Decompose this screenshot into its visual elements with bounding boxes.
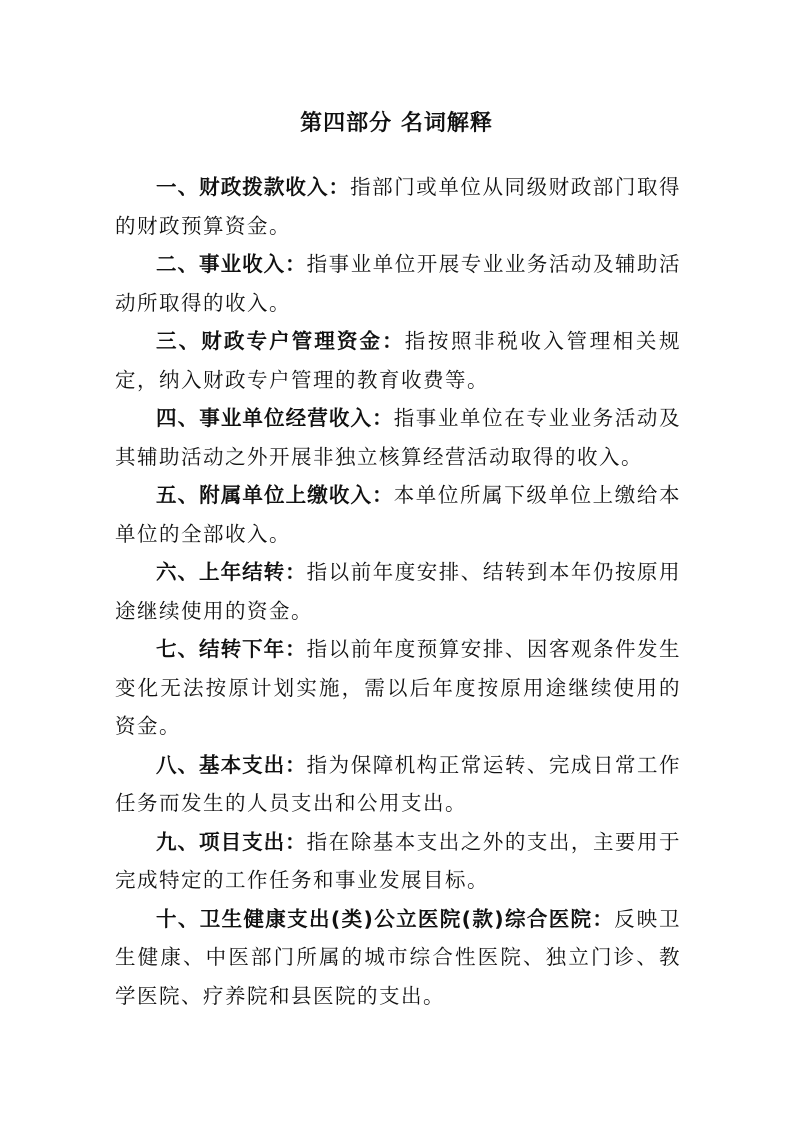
glossary-definition: 本单位所属下级单位上缴给本单位的全部收入。 [115, 483, 682, 546]
glossary-term: 八、基本支出： [156, 752, 307, 777]
glossary-definition: 指在除基本支出之外的支出，主要用于完成特定的工作任务和事业发展目标。 [115, 829, 682, 892]
glossary-definition: 指按照非税收入管理相关规定，纳入财政专户管理的教育收费等。 [115, 329, 681, 392]
glossary-definition: 指部门或单位从同级财政部门取得的财政预算资金。 [115, 175, 682, 238]
glossary-entry [115, 823, 681, 900]
glossary-definition: 指事业单位开展专业业务活动及辅助活动所取得的收入。 [115, 252, 682, 315]
glossary-term: 二、事业收入： [156, 252, 307, 276]
glossary-definition: 反映卫生健康、中医部门所属的城市综合性医院、独立门诊、教学医院、疗养院和县医院的支出。 [115, 906, 682, 1008]
glossary-entry [115, 553, 681, 630]
glossary-list [115, 168, 681, 1015]
page-title: 第四部分 名词解释 [300, 111, 493, 136]
glossary-definition: 指以前年度预算安排、因客观条件发生变化无法按原计划实施，需以后年度按原用途继续使用的资金。 [115, 637, 682, 738]
glossary-term: 六、上年结转： [156, 560, 307, 584]
glossary-definition: 指事业单位在专业业务活动及其辅助活动之外开展非独立核算经营活动取得的收入。 [115, 406, 682, 469]
glossary-entry [115, 322, 681, 399]
glossary-term: 一、财政拨款收入： [156, 175, 351, 199]
glossary-definition: 指以前年度安排、结转到本年仍按原用途继续使用的资金。 [115, 560, 682, 623]
glossary-term: 七、结转下年： [156, 637, 307, 661]
glossary-entry [115, 746, 681, 823]
glossary-entry [115, 630, 681, 746]
glossary-definition: 指为保障机构正常运转、完成日常工作任务而发生的人员支出和公用支出。 [115, 752, 682, 815]
glossary-term: 三、财政专户管理资金： [156, 329, 405, 353]
glossary-entry [115, 168, 681, 245]
glossary-entry [115, 476, 681, 553]
glossary-term: 十、卫生健康支出(类)公立医院(款)综合医院： [156, 906, 615, 931]
glossary-term: 四、事业单位经营收入： [156, 406, 394, 430]
glossary-term: 九、项目支出： [156, 829, 307, 854]
glossary-entry [115, 399, 681, 476]
glossary-term: 五、附属单位上缴收入： [156, 483, 394, 507]
glossary-entry [115, 900, 681, 1016]
glossary-entry [115, 245, 681, 322]
